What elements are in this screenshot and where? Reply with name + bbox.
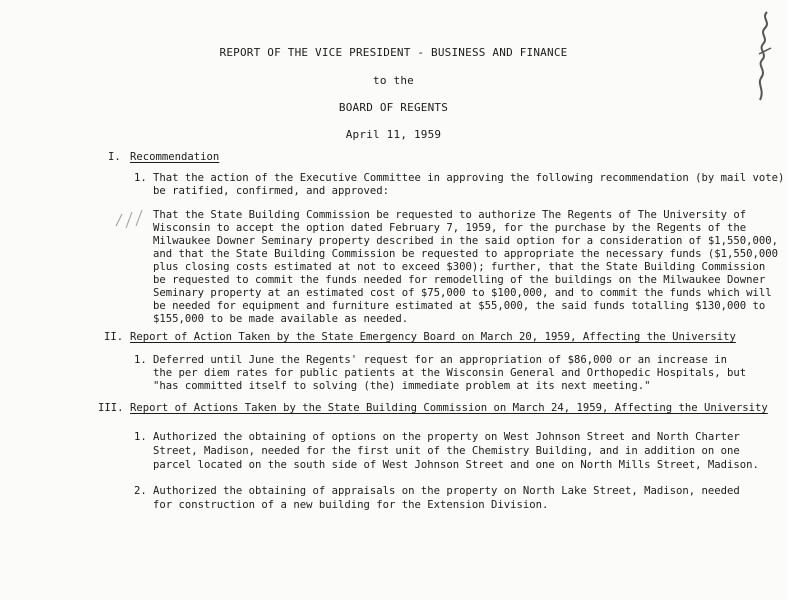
quote-line: plus closing costs estimated at not to exceed $300); further, that the State Building Commission [153, 261, 766, 273]
quote-line: be requested to commit the funds needed for remodelling of the buildings on the Milwaukee Downer [153, 274, 766, 286]
report-title: REPORT OF THE VICE PRESIDENT - BUSINESS AND FINANCE [219, 46, 568, 59]
item-line: for construction of a new building for the Extension Division. [153, 499, 549, 511]
quote-line: Milwaukee Downer Seminary property described in the said option for a consideration of $1,550,000, [153, 235, 779, 247]
item-line: "has committed itself to solving (the) immediate problem at its next meeting." [153, 380, 651, 392]
item-line: That the action of the Executive Committee in approving the following recommendation (by mail vote) [153, 172, 785, 184]
handwritten-margin-mark [749, 8, 779, 108]
item-number: 1. [134, 431, 147, 443]
quote-line: be needed for equipment and furniture estimated at $55,000, the said funds totalling $130,000 to [153, 300, 766, 312]
report-recipient: BOARD OF REGENTS [338, 101, 449, 114]
report-to: to the [373, 74, 414, 87]
quote-line: and that the State Building Commission be requested to appropriate the necessary funds ($1,550,000 [153, 248, 779, 260]
pencil-tick-mark [114, 208, 150, 230]
section-title: Report of Action Taken by the State Emergency Board on March 20, 1959, Affecting the University [130, 331, 736, 343]
quote-line: $155,000 to be made available as needed. [153, 313, 409, 325]
item-line: the per diem rates for public patients at the Wisconsin General and Orthopedic Hospitals, but [153, 367, 747, 379]
item-line: Deferred until June the Regents' request for an appropriation of $86,000 or an increase in [153, 354, 728, 366]
item-line: Street, Madison, needed for the first unit of the Chemistry Building, and in addition on one [153, 445, 740, 457]
section-title: Recommendation [130, 151, 220, 163]
item-line: Authorized the obtaining of options on the property on West Johnson Street and North Charter [153, 431, 740, 443]
item-number: 1. [134, 172, 147, 184]
item-line: parcel located on the south side of West Johnson Street and one on North Mills Street, Madison. [153, 459, 759, 471]
item-number: 2. [134, 485, 147, 497]
quote-line: That the State Building Commission be requested to authorize The Regents of The University of [153, 209, 747, 221]
quote-line: Seminary property at an estimated cost of $75,000 to $100,000, and to commit the funds which will [153, 287, 772, 299]
section-numeral: I. [108, 151, 121, 163]
item-number: 1. [134, 354, 147, 366]
section-numeral: III. [98, 402, 124, 414]
quote-line: Wisconsin to accept the option dated February 7, 1959, for the purchase by the Regents of the [153, 222, 747, 234]
section-title: Report of Actions Taken by the State Building Commission on March 24, 1959, Affecting the University [130, 402, 768, 414]
section-numeral: II. [104, 331, 124, 343]
report-date: April 11, 1959 [345, 128, 442, 141]
item-line: be ratified, confirmed, and approved: [153, 185, 389, 197]
item-line: Authorized the obtaining of appraisals on the property on North Lake Street, Madison, needed [153, 485, 740, 497]
